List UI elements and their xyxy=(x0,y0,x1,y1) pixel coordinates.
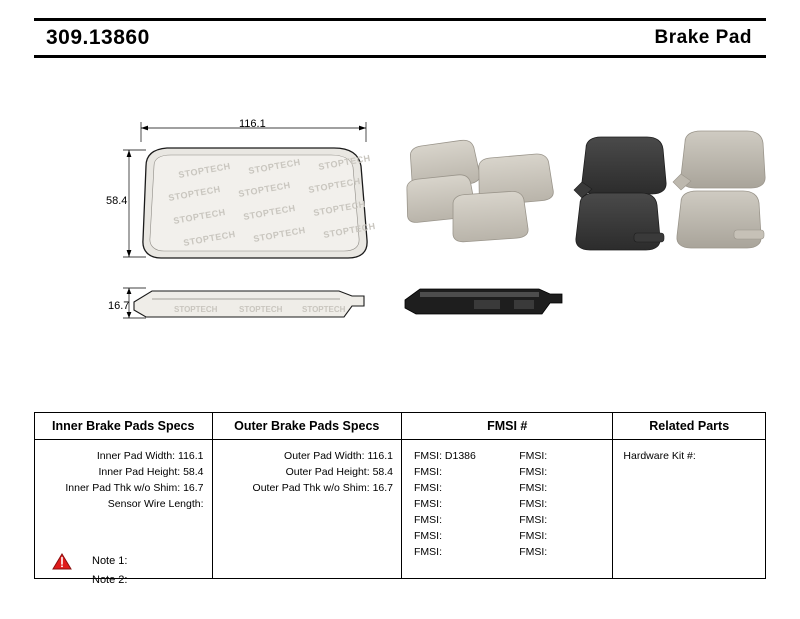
fmsi-row xyxy=(519,496,612,512)
fmsi-row xyxy=(519,512,612,528)
spec-value: 116.1 xyxy=(178,450,204,462)
spec-value: 58.4 xyxy=(372,466,393,478)
spec-row xyxy=(213,448,401,464)
fmsi-row xyxy=(414,496,507,512)
dimension-thickness-label: 16.7 xyxy=(108,300,130,312)
fmsi-row xyxy=(414,464,507,480)
svg-text:STOPTECH: STOPTECH xyxy=(182,228,237,248)
fmsi-label: FMSI: xyxy=(414,514,442,526)
fmsi-label: FMSI: xyxy=(519,530,548,542)
fmsi-row xyxy=(519,528,612,544)
fmsi-label: FMSI: xyxy=(519,450,548,462)
fmsi-row xyxy=(519,464,612,480)
note-line-1 xyxy=(52,552,352,571)
fmsi-body xyxy=(402,440,612,570)
fmsi-label: FMSI: xyxy=(414,530,442,542)
spec-label: Outer Pad Thk w/o Shim: xyxy=(252,482,370,494)
related-label: Hardware Kit #: xyxy=(623,450,696,462)
fmsi-row xyxy=(519,480,612,496)
fmsi-left-column xyxy=(402,448,507,560)
related-parts-body xyxy=(613,440,765,474)
fmsi-label: FMSI: xyxy=(414,482,442,494)
fmsi-column xyxy=(402,413,613,578)
svg-text:STOPTECH: STOPTECH xyxy=(177,160,232,180)
svg-text:STOPTECH: STOPTECH xyxy=(239,305,283,314)
spec-value: 16.7 xyxy=(372,482,393,494)
spec-label: Outer Pad Width: xyxy=(284,450,365,462)
svg-text:STOPTECH: STOPTECH xyxy=(322,220,377,240)
note-line-2 xyxy=(52,571,352,590)
fmsi-label: FMSI: xyxy=(414,546,442,558)
fmsi-label: FMSI: xyxy=(519,466,548,478)
fmsi-row xyxy=(414,480,507,496)
spec-row xyxy=(35,496,212,512)
notes-section xyxy=(52,552,352,590)
fmsi-row xyxy=(414,544,507,560)
spec-row xyxy=(213,480,401,496)
spec-label: Outer Pad Height: xyxy=(285,466,370,478)
spec-label: Inner Pad Height: xyxy=(98,466,181,478)
outer-specs-heading: Outer Brake Pads Specs xyxy=(213,413,401,440)
spec-value: 116.1 xyxy=(367,450,393,462)
fmsi-row xyxy=(519,544,612,560)
fmsi-heading: FMSI # xyxy=(402,413,612,440)
svg-text:STOPTECH: STOPTECH xyxy=(307,175,362,195)
fmsi-label: FMSI: xyxy=(519,514,548,526)
fmsi-label: FMSI: xyxy=(519,482,548,494)
fmsi-label: FMSI: xyxy=(519,546,548,558)
svg-text:STOPTECH: STOPTECH xyxy=(317,152,372,172)
svg-text:STOPTECH: STOPTECH xyxy=(237,179,292,199)
svg-text:STOPTECH: STOPTECH xyxy=(167,183,222,203)
fmsi-row xyxy=(414,528,507,544)
drawing-area xyxy=(34,70,766,390)
note-1-label: Note 1: xyxy=(92,555,128,567)
spec-label: Sensor Wire Length: xyxy=(107,498,204,510)
svg-text:STOPTECH: STOPTECH xyxy=(172,206,227,226)
sheet-header xyxy=(34,18,766,58)
related-parts-heading: Related Parts xyxy=(613,413,765,440)
svg-text:STOPTECH: STOPTECH xyxy=(242,202,297,222)
spec-row xyxy=(35,464,212,480)
svg-text:STOPTECH: STOPTECH xyxy=(302,305,346,314)
fmsi-row xyxy=(519,448,612,464)
note-2-label: Note 2: xyxy=(92,574,128,586)
warning-triangle-icon xyxy=(52,553,72,570)
dimension-width-label: 116.1 xyxy=(239,118,266,130)
fmsi-right-column xyxy=(507,448,612,560)
svg-text:STOPTECH: STOPTECH xyxy=(252,224,307,244)
svg-text:STOPTECH: STOPTECH xyxy=(312,198,367,218)
inner-specs-heading: Inner Brake Pads Specs xyxy=(35,413,212,440)
fmsi-row xyxy=(414,448,507,464)
svg-text:STOPTECH: STOPTECH xyxy=(174,305,218,314)
spec-label: Inner Pad Width: xyxy=(96,450,176,462)
page-title: Brake Pad xyxy=(654,27,752,48)
fmsi-label: FMSI: xyxy=(519,498,548,510)
fmsi-value: D1386 xyxy=(444,450,476,462)
related-row xyxy=(623,448,765,464)
spec-value: 16.7 xyxy=(183,482,204,494)
related-parts-column xyxy=(613,413,765,578)
spec-row xyxy=(35,480,212,496)
svg-text:STOPTECH: STOPTECH xyxy=(247,156,302,176)
spec-value: 58.4 xyxy=(183,466,204,478)
fmsi-row xyxy=(414,512,507,528)
fmsi-label: FMSI: xyxy=(414,498,442,510)
technical-drawing xyxy=(34,70,766,390)
spec-row xyxy=(213,464,401,480)
spec-label: Inner Pad Thk w/o Shim: xyxy=(65,482,181,494)
part-number: 309.13860 xyxy=(46,26,150,49)
spec-row xyxy=(35,448,212,464)
fmsi-label: FMSI: xyxy=(414,466,442,478)
fmsi-label: FMSI: xyxy=(414,450,442,462)
dimension-height-label: 58.4 xyxy=(106,195,128,207)
